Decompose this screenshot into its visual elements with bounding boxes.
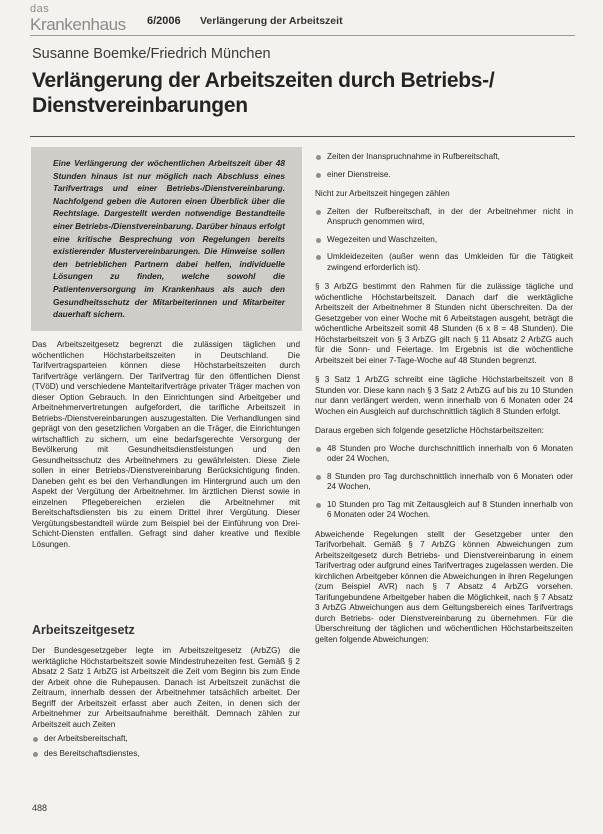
bullet-item: Zeiten der Rufbereitschaft, in der der Arbeitnehmer nicht in Anspruch genommen wird, (315, 207, 573, 228)
article-title: Verlängerung der Arbeitszeiten durch Betriebs-/ Dienstvereinbarungen (32, 69, 495, 117)
paragraph-3-arbzg: § 3 ArbZG bestimmt den Rahmen für die zulässige tägliche und wöchentliche Höchstarbeitszeit. Danach darf die werktägliche Arbeitszeit der Arbeitnehmer 8 Stunden nicht überschreiten. Da der Gesetzgeber von einer Woche mit 6 Arbeitstagen ausgeht, beträgt die wöchentliche Arbeitszeit somit 48 Stunden (6 x 8 = 48 Stunden). Die Höchstarbeitszeit von § 3 ArbZG gilt nach § 11 Absatz 2 ArbZG auch für die Sonn- und Feiertage. Im Ergebnis ist die wöchentliche Arbeitszeit bei einer 7-Tage-Woche auf 48 Stunden begrenzt. (315, 282, 573, 365)
bullet-item: 8 Stunden pro Tag durchschnittlich innerhalb von 6 Monaten oder 24 Wochen, (315, 472, 573, 493)
article-authors: Susanne Boemke/Friedrich München (32, 46, 271, 62)
paragraph-deviations: Abweichende Regelungen stellt der Gesetzgeber unter den Tarifvorbehalt. Gemäß § 7 ArbZG können Abweichungen zum Arbeitszeitgesetz durch Betriebs- und Dienstvereinbarung in einem Tarifvertrag oder aufgrund eines Tarifvertrages zugelassen werden. Die kirchlichen Arbeitgeber können die Abweichungen in ihren Regelungen (zum Beispiel AVR) nach § 7 Absatz 4 ArbZG vorsehen. Tarifungebundene Arbeitgeber haben die Möglichkeit, nach § 7 Absatz 3 ArbZG Abweichungen aus dem Geltungsbereich eines Tarifvertrags durch Betriebs- oder Dienstvereinbarung zu übernehmen. Für die Überschreitung der täglichen und wöchentlichen Höchstarbeitszeiten gelten folgende Abweichungen: (315, 529, 573, 644)
journal-logo (30, 4, 138, 38)
paragraph-max-hours-lead: Daraus ergeben sich folgende gesetzliche Höchstarbeitszeiten: (315, 426, 544, 435)
abstract-box (31, 147, 302, 331)
header-rule (30, 35, 575, 36)
intro-paragraph: Das Arbeitszeitgesetz begrenzt die zulässigen täglichen und wöchentlichen Höchstarbeitszeiten in Deutschland. Die Tarifvertragsparteien können diese Höchstarbeitszeiten durch Tarifverträge verlängern. Der Tarifvertrag für den öffentlichen Dienst (TVöD) und verschiedene Manteltarifverträge privater Träger machen von dieser Option Gebrauch. In den Einrichtungen sind Arbeitgeber und Arbeitnehmervertretungen aufgefordert, die tarifliche Arbeitszeit in Betriebs-/Dienstvereinbarungen auszugestalten. Die Verhandlungen sind geprägt von den gesetzlichen Vorgaben an die Träger, die Einrichtungen wirtschaftlich zu sichern, um eine bedarfsgerechte Versorgung der Bevölkerung mit Gesundheitsdienstleistungen und den Gesundheitsschutz des Arbeitnehmers zu gewährleisten. Diese Ziele sollen in einer Betriebs-/Dienstvereinbarung Berücksichtigung finden. Daneben geht es bei den Verhandlungen im Hintergrund auch um den Aspekt der Vergütung der Arbeitnehmer. Im ärztlichen Dienst sowie in einzelnen Pflegebereichen erzielen die Arbeitnehmer mit Bereitschaftsdiensten bis zu einem Drittel ihrer Vergütung. Dieser Vergütungsbestandteil würde zum Beispiel bei der Einführung von Drei-Schicht-Diensten entfallen. Gefragt sind daher kreative und flexible Lösungen. (32, 340, 300, 549)
section-heading: Arbeitszeitgesetz (32, 623, 135, 637)
issue-number: 6/2006 (147, 15, 181, 27)
logo-line-1: das (30, 3, 50, 15)
section-bullet-list (32, 734, 300, 759)
section-paragraph: Der Bundesgesetzgeber legte im Arbeitszeitgesetz (ArbZG) die werktägliche Höchstarbeitszeit sowie Mindestruhezeiten fest. Gemäß § 2 Absatz 2 Satz 1 ArbZG ist Arbeitszeit die Zeit vom Beginn bis zum Ende der Arbeit ohne die Ruhepausen. Danach ist Arbeitszeit zunächst die Zeitraum, innerhalb dessen der Arbeitnehmer tatsächlich arbeitet. Der Begriff der Arbeitszeit erfasst aber auch Zeiten, in denen sich der Arbeitnehmer zur Arbeitsaufnahme bereithält. Demnach zählen zur Arbeitszeit auch Zeiten (32, 646, 300, 729)
section-name: Verlängerung der Arbeitszeit (200, 15, 343, 27)
bullet-item: 10 Stunden pro Tag mit Zeitausgleich auf 8 Stunden innerhalb von 6 Monaten oder 24 Wochen. (315, 500, 573, 521)
left-column-section (32, 646, 300, 759)
right-column (315, 152, 573, 645)
bullet-item: Zeiten der Inanspruchnahme in Rufbereitschaft, (315, 152, 573, 163)
bullet-item: Umkleidezeiten (außer wenn das Umkleiden für die Tätigkeit zwingend erforderlich ist). (315, 252, 573, 273)
title-rule (30, 136, 575, 137)
bullet-item: einer Dienstreise. (315, 170, 573, 181)
excludes-lead: Nicht zur Arbeitszeit hingegen zählen (315, 189, 450, 198)
bullet-item: des Bereitschaftsdienstes, (32, 749, 300, 760)
paragraph-daily-max: § 3 Satz 1 ArbZG schreibt eine tägliche Höchstarbeitszeit von 8 Stunden vor. Diese kann nach § 3 Satz 2 ArbZG auf bis zu 10 Stunden nur dann verlängert werden, wenn innerhalb von 6 Monaten oder 24 Wochen ein Ausgleich auf durchschnittlich täglich 8 Stunden erfolgt. (315, 375, 573, 416)
abstract-text: Eine Verlängerung der wöchentlichen Arbeitszeit über 48 Stunden hinaus ist nur möglich nach Abschluss eines Tarifvertrags und einer Betriebs-/Dienstvereinbarung. Nachfolgend geben die Autoren einen Überblick über die Rechtslage. Dargestellt werden notwendige Bestandteile einer Betriebs-/Dienstvereinbarung. Darüber hinaus erfolgt eine kritische Besprechung von Regelungen bereits existierender Mustervereinbarungen. Die Hinweise sollen den betrieblichen Partnern dabei helfen, individuelle Lösungen zu finden, welche sowohl die Patientenversorgung im Krankenhaus als auch den Gesundheitsschutz der Mitarbeiterinnen und Mitarbeiter dauerhaft sichern. (53, 158, 285, 320)
working-time-excludes-list (315, 207, 573, 274)
bullet-item: der Arbeitsbereitschaft, (32, 734, 300, 745)
logo-line-2: Krankenhaus (30, 15, 126, 34)
working-time-includes-list (315, 152, 573, 180)
max-hours-list (315, 444, 573, 521)
bullet-item: 48 Stunden pro Woche durchschnittlich innerhalb von 6 Monaten oder 24 Wochen, (315, 444, 573, 465)
page-number: 488 (32, 803, 48, 813)
bullet-item: Wegezeiten und Waschzeiten, (315, 235, 573, 246)
left-column-intro (32, 340, 300, 550)
